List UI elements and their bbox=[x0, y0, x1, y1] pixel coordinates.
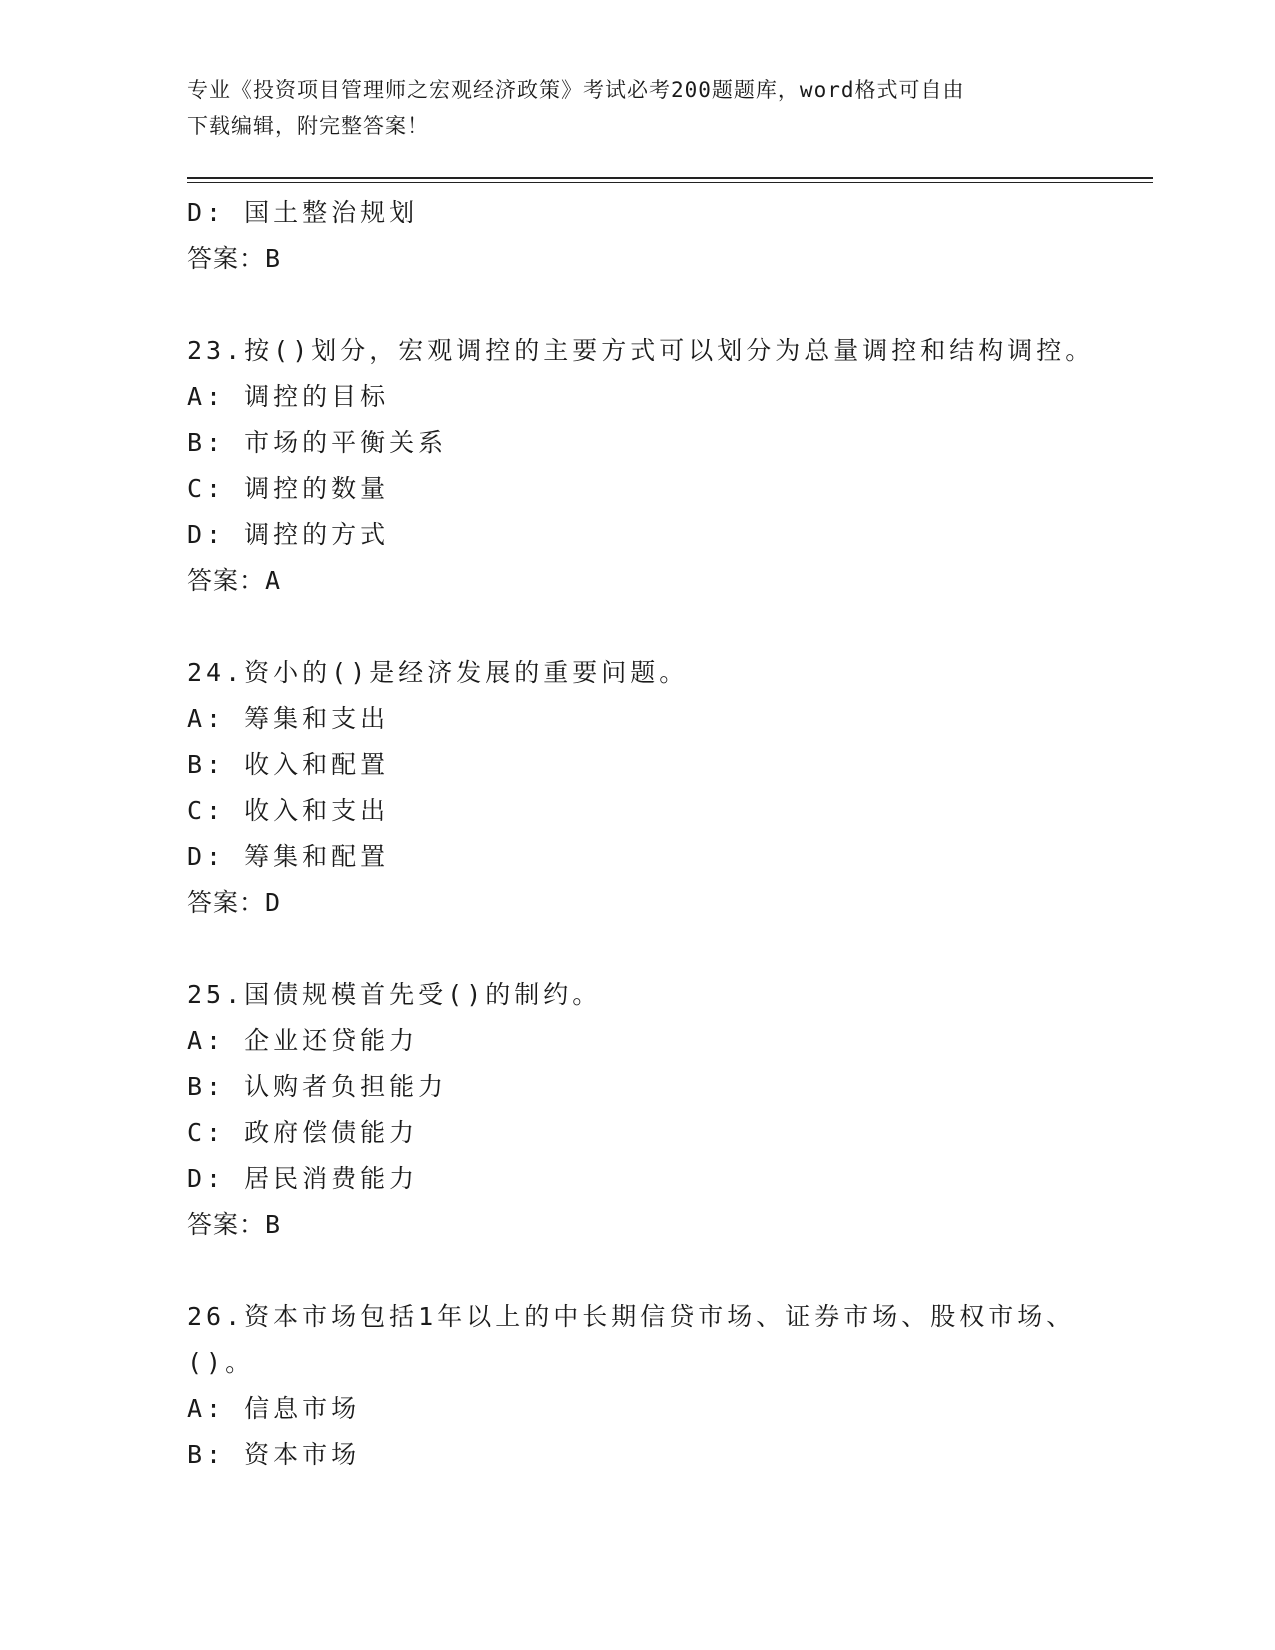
header-line-2: 下载编辑，附完整答案！ bbox=[187, 114, 429, 138]
option-text: D: 筹集和配置 bbox=[187, 842, 390, 871]
option-text: B: 资本市场 bbox=[187, 1440, 361, 1469]
question-text: 24.资小的()是经济发展的重要问题。 bbox=[187, 658, 689, 687]
answer-text: 答案：B bbox=[187, 1210, 282, 1239]
answer-text: 答案：B bbox=[187, 244, 282, 273]
question-text: 26.资本市场包括1年以上的中长期信贷市场、证券市场、股权市场、 bbox=[187, 1302, 1076, 1331]
question-text: 25.国债规模首先受()的制约。 bbox=[187, 980, 602, 1009]
option-text: A: 调控的目标 bbox=[187, 382, 390, 411]
option-text: C: 收入和支出 bbox=[187, 796, 390, 825]
option-text: D: 调控的方式 bbox=[187, 520, 390, 549]
spacer bbox=[187, 1248, 1087, 1294]
answer-text: 答案：D bbox=[187, 888, 282, 917]
spacer bbox=[187, 926, 1087, 972]
option-text: C: 调控的数量 bbox=[187, 474, 390, 503]
option-text: A: 企业还贷能力 bbox=[187, 1026, 419, 1055]
question-text: 23.按()划分，宏观调控的主要方式可以划分为总量调控和结构调控。 bbox=[187, 336, 1095, 365]
option-text: B: 市场的平衡关系 bbox=[187, 428, 448, 457]
option-text: C: 政府偿债能力 bbox=[187, 1118, 419, 1147]
option-text: B: 收入和配置 bbox=[187, 750, 390, 779]
option-text: D: 国土整治规划 bbox=[187, 198, 419, 227]
header-line-1: 专业《投资项目管理师之宏观经济政策》考试必考200题题库，word格式可自由 bbox=[187, 78, 965, 102]
header-divider bbox=[187, 177, 1153, 183]
option-text: D: 居民消费能力 bbox=[187, 1164, 419, 1193]
document-header bbox=[187, 72, 1087, 144]
option-text: A: 信息市场 bbox=[187, 1394, 361, 1423]
spacer bbox=[187, 282, 1087, 328]
answer-text: 答案：A bbox=[187, 566, 282, 595]
question-list bbox=[187, 190, 1095, 1478]
question-text: ()。 bbox=[187, 1348, 255, 1377]
option-text: A: 筹集和支出 bbox=[187, 704, 390, 733]
spacer bbox=[187, 604, 1087, 650]
option-text: B: 认购者负担能力 bbox=[187, 1072, 448, 1101]
